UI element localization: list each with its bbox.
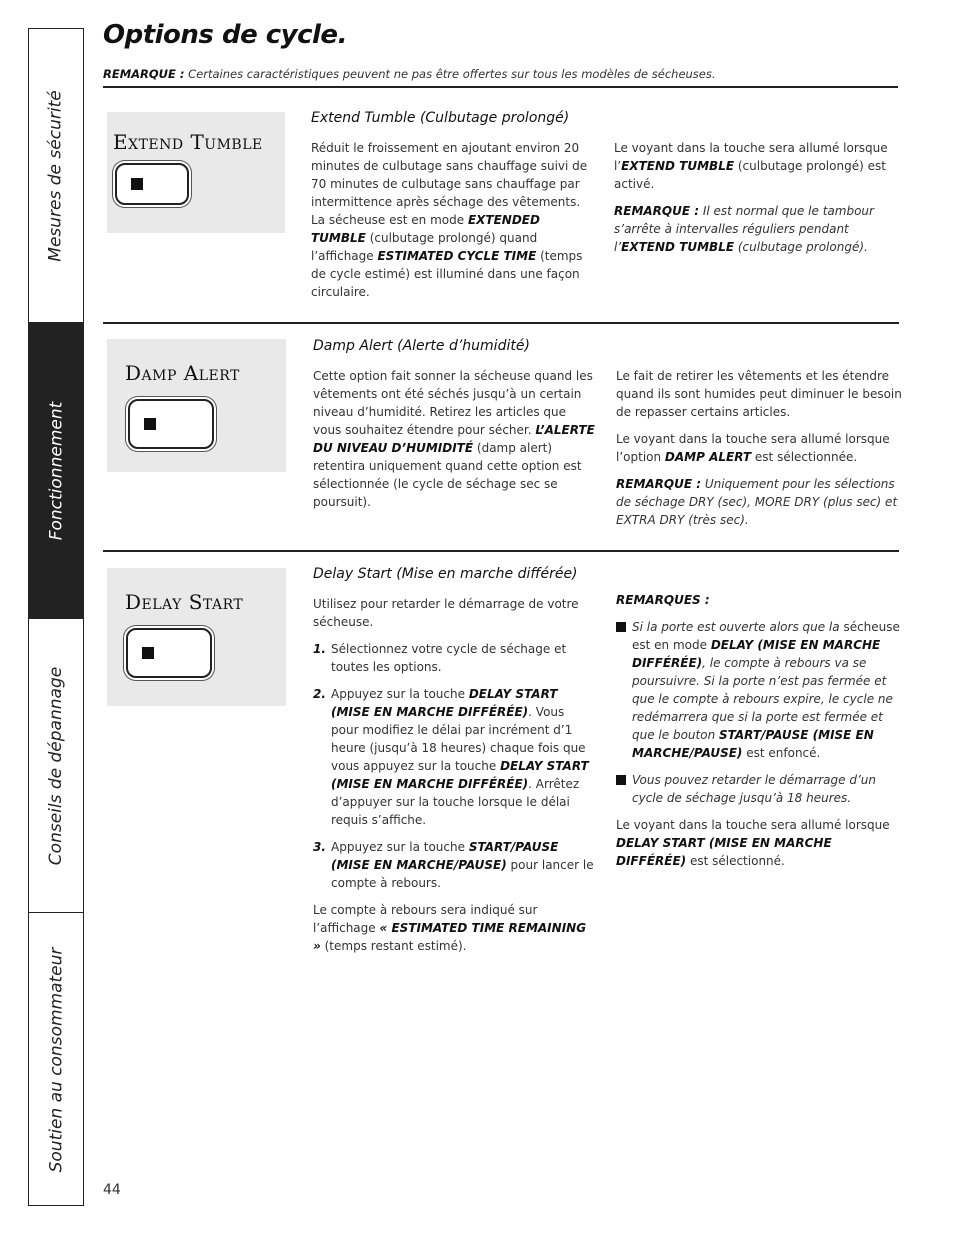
section-heading: Damp Alert (Alerte d’humidité) [313,338,530,354]
delay-start-panel [107,568,286,706]
tab-fonctionnement[interactable] [29,322,83,618]
damp-alert-notes: Le fait de retirer les vêtements et les étendre quand ils sont humides peut diminuer le besoin de repasser certains articles. Le voyant dans la touche sera allumé lorsque l’option DAMP ALERT est sélectionnée. REMARQUE : Uniquement pour les sélections de séchage DRY (sec), MORE DRY (plus sec) et EXTRA DRY (très sec). [616,369,902,527]
panel-label: Damp Alert [125,361,240,385]
delay-start-remarks [616,618,904,807]
section-damp-alert [103,328,902,552]
section-extend-tumble [103,100,899,324]
delay-start-notes: REMARQUES : Si la porte est ouverte alors que la sécheuse est en mode DELAY (MISE EN MARCHE DIFFÉRÉE), le compte à rebours va se poursuivre. Si la porte n’est pas fermée et que le compte à rebours expire, le cycle ne redémarrera que si la porte est fermée et que le bouton START/PAUSE (MISE EN MARCHE/PAUSE) est enfoncé. Vous pouvez retarder le démarrage d’un cycle de séchage jusqu’à 18 heures. Le voyant dans la touche sera allumé lorsque DELAY START (MISE EN MARCHE DIFFÉRÉE) est sélectionné. [616,591,904,879]
section-heading: Delay Start (Mise en marche différée) [313,566,578,582]
tab-conseils-de-depannage[interactable] [29,618,83,912]
page-title: Options de cycle. [103,20,347,50]
tab-label: Conseils de dépannage [46,666,66,865]
delay-start-description: Utilisez pour retarder le démarrage de votre sécheuse. 1. Sélectionnez votre cycle de séchage et toutes les options. 2. Appuyez sur la touche DELAY START (MISE EN MARCHE DIFFÉRÉE). Vous pour modifiez le délai par incrément d’1 heure (jusqu’à 18 heures) chaque fois que vous appuyez sur la touche DELAY START (MISE EN MARCHE DIFFÉRÉE). Arrêtez d’appuyer sur la touche lorsque le délai requis s’affiche. 3. Appuyez sur la touche START/PAUSE (MISE EN MARCHE/PAUSE) pour lancer le compte à rebours. Le compte à rebours sera indiqué sur l’affichage « ESTIMATED TIME REMAINING » (temps restant estimé). [313,597,594,953]
tab-label: Soutien au consommateur [46,947,67,1173]
bullet-square-icon [616,775,626,785]
note-text: Certaines caractéristiques peuvent ne pas être offertes sur tous les modèles de sécheuses. [184,67,716,81]
extend-tumble-description: Réduit le froissement en ajoutant environ 20 minutes de culbutage sans chauffage suivi de 70 minutes de culbutage sans chauffage par intermittence après séchage des vêtements. La sécheuse est en mode EXTENDED TUMBLE (culbutage prolongé) quand l’affichage ESTIMATED CYCLE TIME (temps de cycle estimé) est illuminé dans une façon circulaire. [311,141,588,299]
list-item: Vous pouvez retarder le démarrage d’un cycle de séchage jusqu’à 18 heures. [616,771,904,807]
panel-label: Delay Start [125,590,244,614]
note-label: REMARQUE : [103,67,185,81]
tab-label: Fonctionnement [46,401,66,540]
delay-start-button[interactable] [126,628,212,678]
top-note [103,67,898,88]
list-item: 2. Appuyez sur la touche DELAY START (MISE EN MARCHE DIFFÉRÉE). Vous pour modifiez le délai par incrément d’1 heure (jusqu’à 18 heures) chaque fois que vous appuyez sur la touche DELAY START (MISE EN MARCHE DIFFÉRÉE). Arrêtez d’appuyer sur la touche lorsque le délai requis s’affiche. [313,687,589,827]
section-heading: Extend Tumble (Culbutage prolongé) [311,110,570,126]
list-item: Si la porte est ouverte alors que la sécheuse est en mode DELAY (MISE EN MARCHE DIFFÉRÉE), le compte à rebours va se poursuivre. Si la porte n’est pas fermée et que le compte à rebours expire, le cycle ne redémarrera que si la porte est fermée et que le bouton START/PAUSE (MISE EN MARCHE/PAUSE) est enfoncé. [616,618,904,762]
indicator-light-icon [131,178,143,190]
page-number: 44 [103,1182,121,1198]
indicator-light-icon [142,647,154,659]
list-item: 1. Sélectionnez votre cycle de séchage et toutes les options. [313,642,567,674]
delay-start-steps [313,640,595,892]
list-item: 3. Appuyez sur la touche START/PAUSE (MISE EN MARCHE/PAUSE) pour lancer le compte à rebours. [313,840,594,890]
tab-soutien-au-consommateur[interactable] [29,912,83,1207]
side-tabs [28,28,84,1206]
indicator-light-icon [144,418,156,430]
tab-mesures-de-securite[interactable] [29,29,83,322]
panel-label: Extend Tumble [113,130,263,154]
damp-alert-button[interactable] [128,399,214,449]
extend-tumble-panel [107,112,285,233]
extend-tumble-button[interactable] [115,163,189,205]
damp-alert-description: Cette option fait sonner la sécheuse quand les vêtements ont été séchés jusqu’à un certain niveau d’humidité. Retirez les articles que vous souhaitez étendre pour sécher. L’ALERTE DU NIVEAU D’HUMIDITÉ (damp alert) retentira uniquement quand cette option est sélectionnée (le cycle de séchage sec se poursuit). [313,369,595,509]
bullet-square-icon [616,622,626,632]
extend-tumble-notes: Le voyant dans la touche sera allumé lorsque l’EXTEND TUMBLE (culbutage prolongé) est activé. REMARQUE : Il est normal que le tambour s’arrête à intervalles réguliers pendant l’EXTEND TUMBLE (culbutage prolongé). [614,141,888,254]
section-delay-start [103,556,899,1156]
tab-label: Mesures de sécurité [46,89,66,262]
damp-alert-panel [107,339,286,472]
